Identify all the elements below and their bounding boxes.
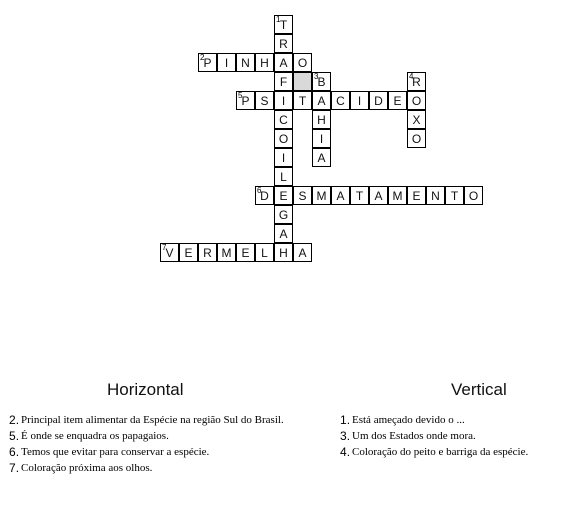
clue-number: 7 .	[9, 462, 21, 474]
cell-letter: I	[281, 94, 286, 108]
clue-number: 5 .	[9, 430, 21, 442]
cell-letter: O	[411, 132, 422, 146]
clue-text: Principal item alimentar da Espécie na região Sul do Brasil.	[21, 414, 284, 426]
cell-letter: M	[221, 246, 232, 260]
cell-letter: R	[203, 246, 212, 260]
crossword-cell[interactable]	[255, 243, 274, 262]
crossword-cell[interactable]	[350, 186, 369, 205]
cell-letter: A	[317, 151, 326, 165]
cell-letter: T	[355, 189, 364, 203]
clue-vertical-1	[340, 414, 581, 426]
cell-letter: T	[279, 18, 288, 32]
cell-number: 1	[276, 15, 281, 24]
clue-text: É onde se enquadra os papagaios.	[21, 430, 169, 442]
vertical-clues	[340, 414, 581, 462]
cell-letter: S	[260, 94, 269, 108]
crossword-cell[interactable]	[274, 148, 293, 167]
cell-number: 6	[257, 186, 262, 195]
cell-letter: X	[412, 113, 421, 127]
clue-text: Coloração próxima aos olhos.	[21, 462, 153, 474]
cell-letter: E	[393, 94, 402, 108]
crossword-cell[interactable]	[407, 129, 426, 148]
cell-number: 3	[314, 72, 319, 81]
crossword-cell[interactable]	[331, 91, 350, 110]
crossword-cell[interactable]	[274, 186, 293, 205]
crossword-cell[interactable]	[407, 72, 426, 91]
clue-vertical-4	[340, 446, 581, 458]
cell-letter: O	[278, 132, 289, 146]
cell-letter: S	[298, 189, 307, 203]
crossword-cell[interactable]	[198, 53, 217, 72]
crossword-cell[interactable]	[350, 91, 369, 110]
cell-letter: M	[316, 189, 327, 203]
cell-letter: A	[279, 227, 288, 241]
clue-number: 6 .	[9, 446, 21, 458]
cell-letter: N	[241, 56, 250, 70]
cell-letter: A	[336, 189, 345, 203]
cell-letter: T	[298, 94, 307, 108]
crossword-cell[interactable]	[293, 53, 312, 72]
cell-letter: E	[412, 189, 421, 203]
crossword-cell[interactable]	[293, 72, 312, 91]
crossword-cell[interactable]	[274, 224, 293, 243]
cell-letter: I	[224, 56, 229, 70]
clue-horizontal-6	[9, 446, 301, 458]
cell-letter: D	[260, 189, 269, 203]
crossword-cell[interactable]	[217, 53, 236, 72]
clue-text: Um dos Estados onde mora.	[352, 430, 476, 442]
cell-letter: G	[278, 208, 289, 222]
horizontal-clues	[9, 414, 301, 478]
crossword-cell[interactable]	[293, 91, 312, 110]
cell-letter: P	[241, 94, 250, 108]
cell-letter: T	[450, 189, 459, 203]
crossword-cell[interactable]	[464, 186, 483, 205]
crossword-cell[interactable]	[179, 243, 198, 262]
cell-letter: R	[412, 75, 421, 89]
cell-letter: A	[298, 246, 307, 260]
crossword-cell[interactable]	[293, 243, 312, 262]
crossword-cell[interactable]	[407, 110, 426, 129]
cell-number: 5	[238, 91, 243, 100]
crossword-cell[interactable]	[274, 53, 293, 72]
crossword-cell[interactable]	[312, 91, 331, 110]
crossword-cell[interactable]	[312, 72, 331, 91]
crossword-cell[interactable]	[445, 186, 464, 205]
clue-number: 3 .	[340, 430, 352, 442]
crossword-cell[interactable]	[274, 110, 293, 129]
crossword-cell[interactable]	[217, 243, 236, 262]
cell-letter: E	[184, 246, 193, 260]
cell-letter: A	[317, 94, 326, 108]
clue-horizontal-5	[9, 430, 301, 442]
crossword-cell[interactable]	[312, 148, 331, 167]
cell-letter: P	[203, 56, 212, 70]
clue-vertical-3	[340, 430, 581, 442]
clue-text: Está ameçado devido o ...	[352, 414, 465, 426]
cell-letter: O	[411, 94, 422, 108]
crossword-cell[interactable]	[274, 91, 293, 110]
clue-text: Temos que evitar para conservar a espécie.	[21, 446, 210, 458]
cell-letter: L	[280, 170, 287, 184]
crossword-cell[interactable]	[255, 53, 274, 72]
clue-horizontal-2	[9, 414, 301, 426]
horizontal-heading: Horizontal	[107, 380, 184, 399]
crossword-cell[interactable]	[236, 91, 255, 110]
crossword-cell[interactable]	[274, 167, 293, 186]
crossword-cell[interactable]	[369, 91, 388, 110]
crossword-cell[interactable]	[274, 129, 293, 148]
crossword-cell[interactable]	[274, 243, 293, 262]
clue-number: 2 .	[9, 414, 21, 426]
cell-letter: R	[279, 37, 288, 51]
crossword-cell[interactable]	[407, 91, 426, 110]
crossword-cell[interactable]	[255, 91, 274, 110]
crossword-cell[interactable]	[274, 205, 293, 224]
crossword-cell[interactable]	[293, 186, 312, 205]
crossword-cell[interactable]	[369, 186, 388, 205]
cell-letter: O	[468, 189, 479, 203]
crossword-cell[interactable]	[388, 186, 407, 205]
cell-letter: E	[279, 189, 288, 203]
cell-number: 7	[162, 243, 167, 252]
cell-letter: C	[336, 94, 345, 108]
crossword-cell[interactable]	[274, 72, 293, 91]
crossword-cell[interactable]	[312, 186, 331, 205]
cell-letter: I	[319, 132, 324, 146]
cell-number: 4	[409, 72, 414, 81]
cell-letter: V	[165, 246, 174, 260]
crossword-cell[interactable]	[388, 91, 407, 110]
cell-number: 2	[200, 53, 205, 62]
clue-horizontal-7	[9, 462, 301, 474]
cell-letter: H	[317, 113, 326, 127]
cell-letter: N	[431, 189, 440, 203]
crossword-cell[interactable]	[407, 186, 426, 205]
crossword-cell[interactable]	[236, 53, 255, 72]
crossword-cell[interactable]	[312, 110, 331, 129]
crossword-cell[interactable]	[312, 129, 331, 148]
crossword-cell[interactable]	[274, 34, 293, 53]
crossword-cell[interactable]	[331, 186, 350, 205]
crossword-cell[interactable]	[426, 186, 445, 205]
cell-letter: B	[317, 75, 326, 89]
cell-letter: L	[261, 246, 268, 260]
cell-letter: D	[374, 94, 383, 108]
crossword-cell[interactable]	[255, 186, 274, 205]
cell-letter: A	[374, 189, 383, 203]
clue-number: 1 .	[340, 414, 352, 426]
cell-letter: A	[279, 56, 288, 70]
cell-letter: I	[357, 94, 362, 108]
vertical-heading: Vertical	[451, 380, 507, 399]
cell-letter: H	[279, 246, 288, 260]
cell-letter: O	[297, 56, 308, 70]
clue-number: 4 .	[340, 446, 352, 458]
cell-letter: F	[279, 75, 288, 89]
crossword-cell[interactable]	[274, 15, 293, 34]
cell-letter: M	[392, 189, 403, 203]
crossword-cell[interactable]	[198, 243, 217, 262]
clue-text: Coloração do peito e barriga da espécie.	[352, 446, 529, 458]
cell-letter: C	[279, 113, 288, 127]
crossword-cell[interactable]	[160, 243, 179, 262]
cell-letter: H	[260, 56, 269, 70]
cell-letter: I	[281, 151, 286, 165]
crossword-cell[interactable]	[236, 243, 255, 262]
cell-letter: E	[241, 246, 250, 260]
